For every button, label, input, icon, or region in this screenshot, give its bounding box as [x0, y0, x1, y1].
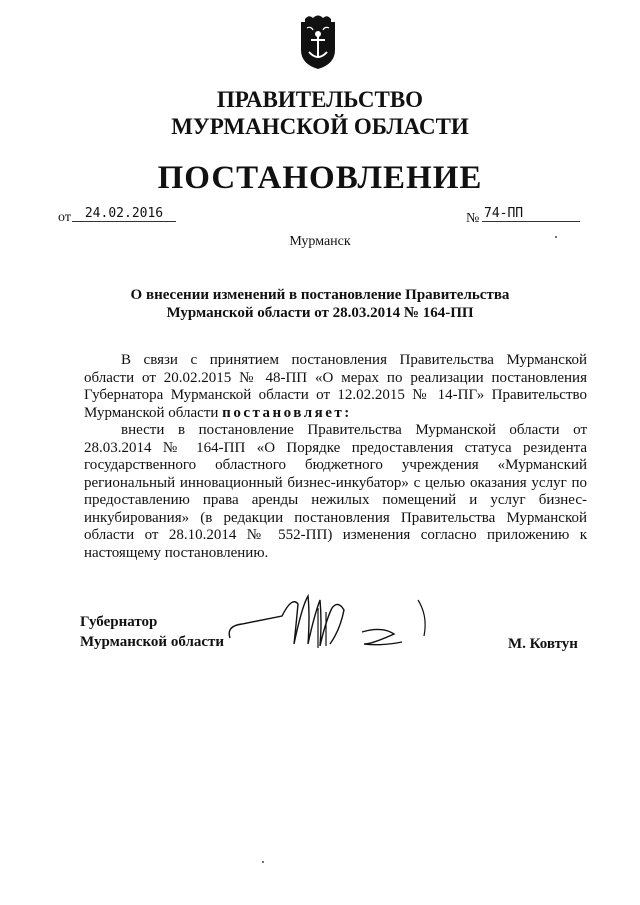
government-region: МУРМАНСКОЙ ОБЛАСТИ [171, 114, 469, 139]
subject-line-1: О внесении изменений в постановление Правительства [130, 287, 510, 303]
subject-line-2: Мурманской области от 28.03.2014 № 164-ПП [166, 305, 474, 321]
signatory-title [80, 612, 224, 652]
signatory-title-line-2: Мурманской области [80, 634, 225, 650]
number-prefix: № [466, 211, 480, 226]
document-body [84, 352, 587, 562]
preamble-text: В связи с принятием постановления Правительства Мурманской области от 20.02.2015 № 48-ПП «О мерах по реализации постановления Губернатора Мурманской области от 12.02.2015 № 14-ПГ» Правительство Мурманской области [84, 352, 587, 421]
body-paragraph-preamble [84, 352, 587, 422]
coat-of-arms-icon [297, 14, 339, 70]
document-number: 74-ПП [482, 206, 580, 222]
signatory-name: М. Ковтун [508, 636, 578, 652]
document-type-heading: ПОСТАНОВЛЕНИЕ [157, 160, 483, 196]
government-title: ПРАВИТЕЛЬСТВО [216, 87, 424, 112]
date-prefix: от [58, 210, 71, 225]
document-date: 24.02.2016 [72, 206, 176, 222]
body-paragraph-resolution: внести в постановление Правительства Мурманской области от 28.03.2014 № 164-ПП «О Порядке предоставления статуса резидента государственного областного бюджетного учреждения «Мурманский региональный инновационный бизнес-инкубатор» с целью оказания услуг по предоставлению права аренды нежилых помещений и услуг бизнес-инкубирования» (в редакции постановления Правительства Мурманской области от 28.10.2014 № 552-ПП) изменения согласно приложению к настоящему постановлению. [84, 422, 587, 561]
issue-city: Мурманск [289, 234, 351, 249]
signatory-title-line-1: Губернатор [80, 614, 158, 630]
handwritten-signature-icon [222, 586, 462, 666]
resolves-keyword: постановляет: [222, 404, 352, 421]
document-subject [0, 286, 640, 322]
scan-speck [262, 861, 264, 863]
